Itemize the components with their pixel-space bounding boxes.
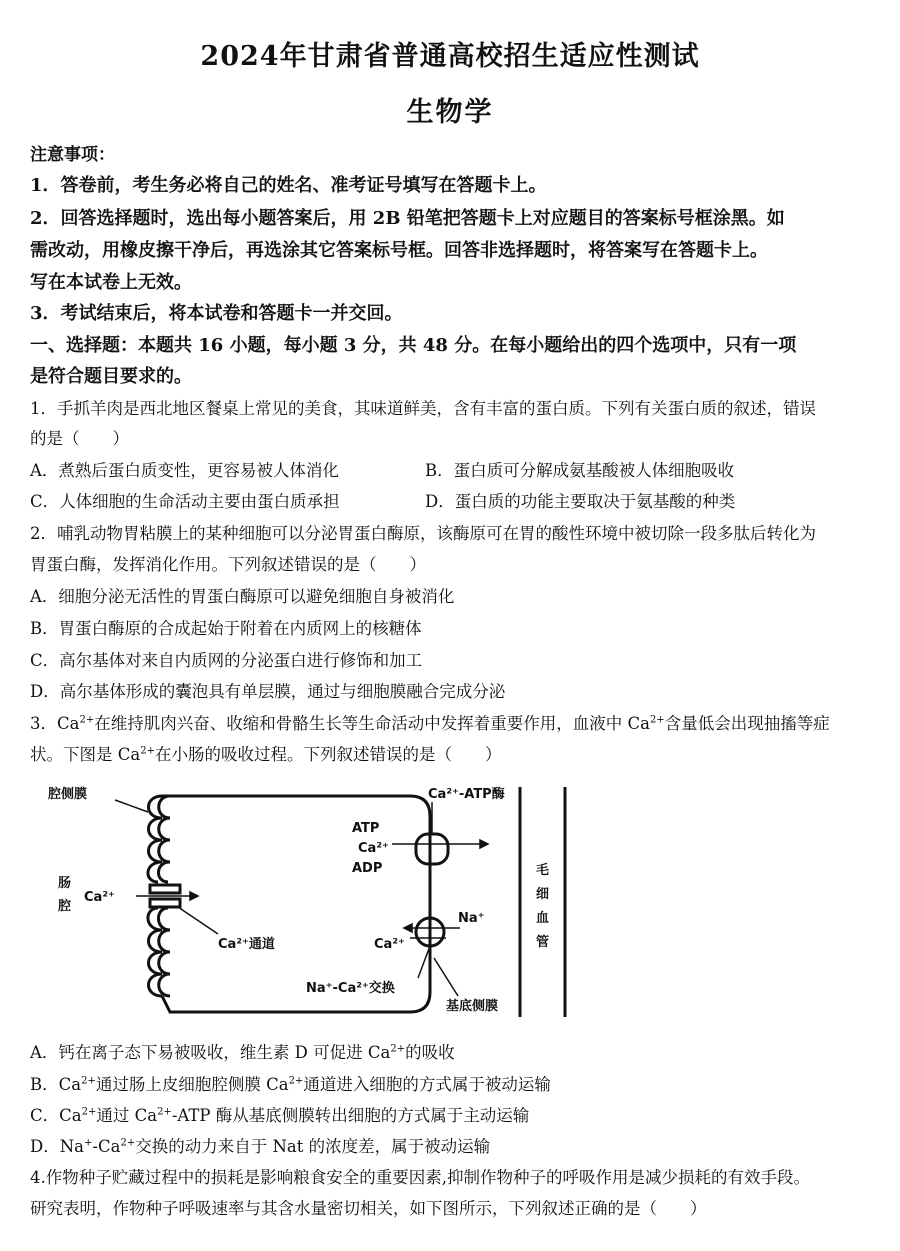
notice-item-3: 3．考试结束后，将本试卷和答题卡一并交回。 — [30, 303, 403, 324]
q2-stem-cont: 胃蛋白酶，发挥消化作用。下列叙述错误的是（ ） — [30, 555, 426, 574]
q2-stem: 2．哺乳动物胃粘膜上的某种细胞可以分泌胃蛋白酶原，该酶原可在胃的酸性环境中被切除一段多肽后转化为 — [30, 524, 816, 543]
label-capillary-3: 血 — [536, 911, 550, 926]
label-ca-channel: Ca²⁺通道 — [218, 937, 275, 952]
q3-option-d: D．$Na^+-Ca^{2+}$交换的动力来自于 Nat 的浓度差，属于被动运输 — [30, 1137, 491, 1156]
cell-outline — [162, 796, 430, 1012]
label-lumen-1: 肠 — [58, 876, 72, 891]
label-capillary-1: 毛 — [536, 863, 550, 878]
q1-stem-cont: 的是（ ） — [30, 429, 129, 448]
q1-option-d: D．蛋白质的功能主要取决于氨基酸的种类 — [425, 492, 736, 511]
label-basal-membrane: 基底侧膜 — [446, 999, 499, 1014]
ca-channel-shape-2 — [150, 899, 180, 907]
label-capillary-2: 细 — [536, 887, 550, 902]
label-ca-exchange: Ca²⁺ — [374, 937, 405, 952]
q1-stem: 1．手抓羊肉是西北地区餐桌上常见的美食，其味道鲜美，含有丰富的蛋白质。下列有关蛋白质的叙述，错误 — [30, 399, 816, 418]
label-ca-atpase: Ca²⁺-ATP酶 — [428, 787, 505, 802]
q4-stem-cont: 研究表明，作物种子呼吸速率与其含水量密切相关，如下图所示，下列叙述正确的是（ ） — [30, 1199, 707, 1218]
label-adp: ADP — [352, 861, 383, 876]
atpase-shape — [416, 834, 448, 864]
calcium-absorption-diagram — [40, 782, 580, 1027]
q2-option-d: D．高尔基体形成的囊泡具有单层膜，通过与细胞膜融合完成分泌 — [30, 682, 506, 701]
q1-option-a: A．煮熟后蛋白质变性，更容易被人体消化 — [30, 461, 339, 480]
q3-option-a: A．钙在离子态下易被吸收，维生素 D 可促进 $Ca^{2+}$的吸收 — [30, 1043, 455, 1062]
label-capillary-4: 管 — [536, 935, 550, 950]
label-exchanger: Na⁺-Ca²⁺交换 — [306, 981, 395, 996]
label-lumen-membrane: 腔侧膜 — [48, 787, 88, 802]
q3-option-c: C．$Ca^{2+}$通过 $Ca^{2+}$-ATP 酶从基底侧膜转出细胞的方式属于主动运输 — [30, 1106, 530, 1125]
subject-title: 生物学 — [406, 97, 494, 128]
q3-option-b: B．$Ca^{2+}$通过肠上皮细胞腔侧膜 $Ca^{2+}$通道进入细胞的方式属于被动运输 — [30, 1075, 551, 1094]
notice-item-1: 1．答卷前，考生务必将自己的姓名、准考证号填写在答题卡上。 — [30, 175, 547, 196]
q2-option-b: B．胃蛋白酶原的合成起始于附着在内质网上的核糖体 — [30, 619, 422, 638]
q3-stem: 3．$Ca^{2+}$在维持肌肉兴奋、收缩和骨骼生长等生命活动中发挥着重要作用，血液中 $Ca^{2+}$含量低会出现抽搐等症 — [30, 714, 830, 733]
exam-title: 2024年甘肃省普通高校招生适应性测试 — [200, 41, 700, 72]
label-ca-pump: Ca²⁺ — [358, 841, 389, 856]
label-atp: ATP — [352, 821, 380, 836]
label-lumen-2: 腔 — [58, 899, 72, 914]
q4-stem: 4.作物种子贮藏过程中的损耗是影响粮食安全的重要因素,抑制作物种子的呼吸作用是减少损耗的有效手段。 — [30, 1168, 810, 1187]
ca-channel-shape — [150, 885, 180, 893]
label-ca-left: Ca²⁺ — [84, 890, 115, 905]
section-heading: 一、选择题：本题共 16 小题，每小题 3 分，共 48 分。在每小题给出的四个选项中，只有一项 — [30, 335, 797, 356]
notice-heading: 注意事项： — [30, 145, 115, 165]
q3-stem-cont: 状。下图是 $Ca^{2+}$在小肠的吸收过程。下列叙述错误的是（ ） — [30, 745, 502, 764]
q2-option-c: C．高尔基体对来自内质网的分泌蛋白进行修饰和加工 — [30, 651, 423, 670]
notice-item-2: 2．回答选择题时，选出每小题答案后，用 2B 铅笔把答题卡上对应题目的答案标号框涂黑。如 — [30, 208, 785, 229]
q1-option-b: B．蛋白质可分解成氨基酸被人体细胞吸收 — [425, 461, 735, 480]
q1-option-c: C．人体细胞的生命活动主要由蛋白质承担 — [30, 492, 340, 511]
section-heading-cont: 是符合题目要求的。 — [30, 366, 192, 387]
notice-item-2-cont2: 写在本试卷上无效。 — [30, 272, 192, 293]
notice-item-2-cont: 需改动，用橡皮擦干净后，再选涂其它答案标号框。回答非选择题时，将答案写在答题卡上。 — [30, 240, 768, 261]
q2-option-a: A．细胞分泌无活性的胃蛋白酶原可以避免细胞自身被消化 — [30, 587, 455, 606]
label-na: Na⁺ — [458, 911, 485, 926]
